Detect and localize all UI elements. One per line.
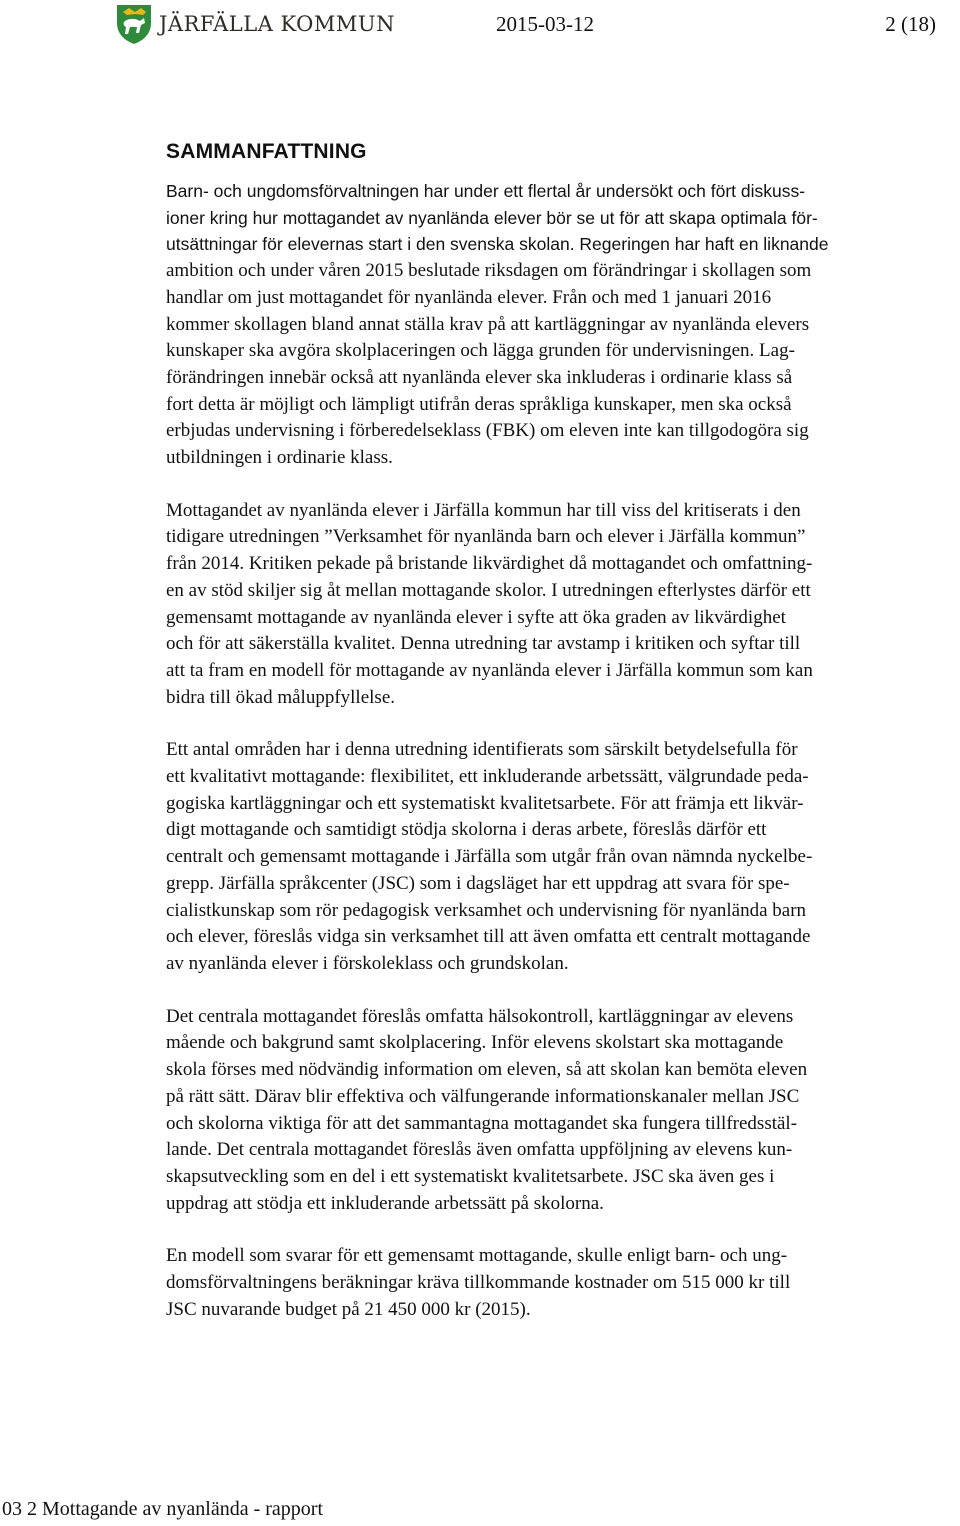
text-line: och för att säkerställa kvalitet. Denna utredning tar avstamp i kritiken och syftar till (166, 633, 801, 655)
text-line: skapsutveckling som en del i ett systematiskt kvalitetsarbete. JSC ska även ges i (166, 1165, 775, 1187)
page-header (0, 0, 960, 50)
paragraph-3 (166, 737, 956, 977)
text-line: skola förses med nödvändig information om eleven, så att skolan kan bemöta eleven (166, 1059, 808, 1081)
text-line: digt mottagande och samtidigt stödja skolorna i deras arbete, föreslås därför ett (166, 819, 767, 841)
text-line: gogiska kartläggningar och ett systematiskt kvalitetsarbete. För att främja ett likvär- (166, 792, 804, 814)
org-name: JÄRFÄLLA KOMMUN (159, 12, 395, 36)
section-heading: SAMMANFATTNING (166, 140, 367, 163)
text-line: på rätt sätt. Därav blir effektiva och välfungerande informationskanaler mellan JSC (166, 1085, 800, 1107)
text-line: en av stöd skiljer sig åt mellan mottagande skolor. I utredningen efterlystes därför ett (166, 579, 811, 601)
text-line: att ta fram en modell för mottagande av nyanlända elever i Järfälla kommun som kan (166, 659, 813, 681)
text-line: tidigare utredningen ”Verksamhet för nyanlända barn och elever i Järfälla kommun” (166, 526, 806, 548)
text-line: handlar om just mottagandet för nyanlända elever. Från och med 1 januari 2016 (166, 286, 772, 308)
page-number: 2 (18) (885, 12, 936, 36)
text-line: från 2014. Kritiken pekade på bristande likvärdighet då mottagandet och omfattning- (166, 553, 813, 575)
text-line: bidra till ökad måluppfyllelse. (166, 686, 396, 708)
text-line: Ett antal områden har i denna utredning identifierats som särskilt betydelsefulla för (166, 739, 798, 761)
text-line: av nyanlända elever i förskoleklass och grundskolan. (166, 952, 569, 974)
text-line: fort detta är möjligt och lämpligt utifrån deras språkliga kunskaper, men ska också (166, 393, 792, 415)
text-line: grepp. Järfälla språkcenter (JSC) som i dagsläget har ett uppdrag att svara för spe- (166, 872, 790, 894)
text-line: centralt och gemensamt mottagande i Järfälla som utgår från ovan nämnda nyckelbe- (166, 846, 813, 868)
text-line: uppdrag att stödja ett inkluderande arbetssätt på skolorna. (166, 1192, 604, 1214)
text-line: förändringen innebär också att nyanlända elever ska inkluderas i ordinarie klass så (166, 366, 793, 388)
paragraph-4 (166, 1004, 956, 1218)
text-line: gemensamt mottagande av nyanlända elever i syfte att öka graden av likvärdighet (166, 606, 786, 628)
text-line: erbjudas undervisning i förberedelseklass (FBK) om eleven inte kan tillgodogöra sig (166, 420, 809, 442)
document-body (166, 140, 956, 1349)
paragraph-2 (166, 498, 956, 712)
text-line: utsättningar för elevernas start i den svenska skolan. Regeringen har haft en liknande (166, 234, 829, 255)
text-line: Det centrala mottagandet föreslås omfatta hälsokontroll, kartläggningar av elevens (166, 1005, 794, 1027)
text-line: kommer skollagen bland annat ställa krav på att kartläggningar av nyanlända elevers (166, 313, 810, 335)
document-date: 2015-03-12 (496, 12, 594, 36)
text-line: domsförvaltningens beräkningar kräva tillkommande kostnader om 515 000 kr till (166, 1272, 791, 1294)
text-line: En modell som svarar för ett gemensamt mottagande, skulle enligt barn- och ung- (166, 1245, 788, 1267)
coat-of-arms-icon (115, 3, 153, 45)
text-line: ioner kring hur mottagandet av nyanlända elever bör se ut för att skapa optimala för- (166, 207, 818, 228)
text-line: lande. Det centrala mottagandet föreslås även omfatta uppföljning av elevens kun- (166, 1139, 793, 1161)
municipality-logo (115, 3, 395, 45)
text-line: och elever, föreslås vidga sin verksamhet till att även omfatta ett centralt mottagande (166, 926, 811, 948)
text-line: kunskaper ska avgöra skolplaceringen och lägga grunden för undervisningen. Lag- (166, 340, 795, 362)
page-footer: 03 2 Mottagande av nyanlända - rapport (2, 1498, 324, 1520)
paragraph-1 (166, 178, 956, 472)
text-line: ambition och under våren 2015 beslutade riksdagen om förändringar i skollagen som (166, 260, 812, 282)
text-line: Barn- och ungdomsförvaltningen har under ett flertal år undersökt och fört diskuss- (166, 181, 806, 201)
text-line: och skolorna viktiga för att det sammantagna mottagandet ska fungera tillfredsstäl- (166, 1112, 798, 1134)
text-line: Mottagandet av nyanlända elever i Järfälla kommun har till viss del kritiserats i den (166, 499, 801, 521)
text-line: ett kvalitativt mottagande: flexibilitet, ett inkluderande arbetssätt, välgrundade peda- (166, 766, 809, 788)
text-line: cialistkunskap som rör pedagogisk verksamhet och undervisning för nyanlända barn (166, 899, 807, 921)
text-line: utbildningen i ordinarie klass. (166, 447, 393, 469)
text-line: JSC nuvarande budget på 21 450 000 kr (2015). (166, 1298, 531, 1320)
paragraph-5 (166, 1243, 956, 1323)
text-line: mående och bakgrund samt skolplacering. Inför elevens skolstart ska mottagande (166, 1032, 784, 1054)
